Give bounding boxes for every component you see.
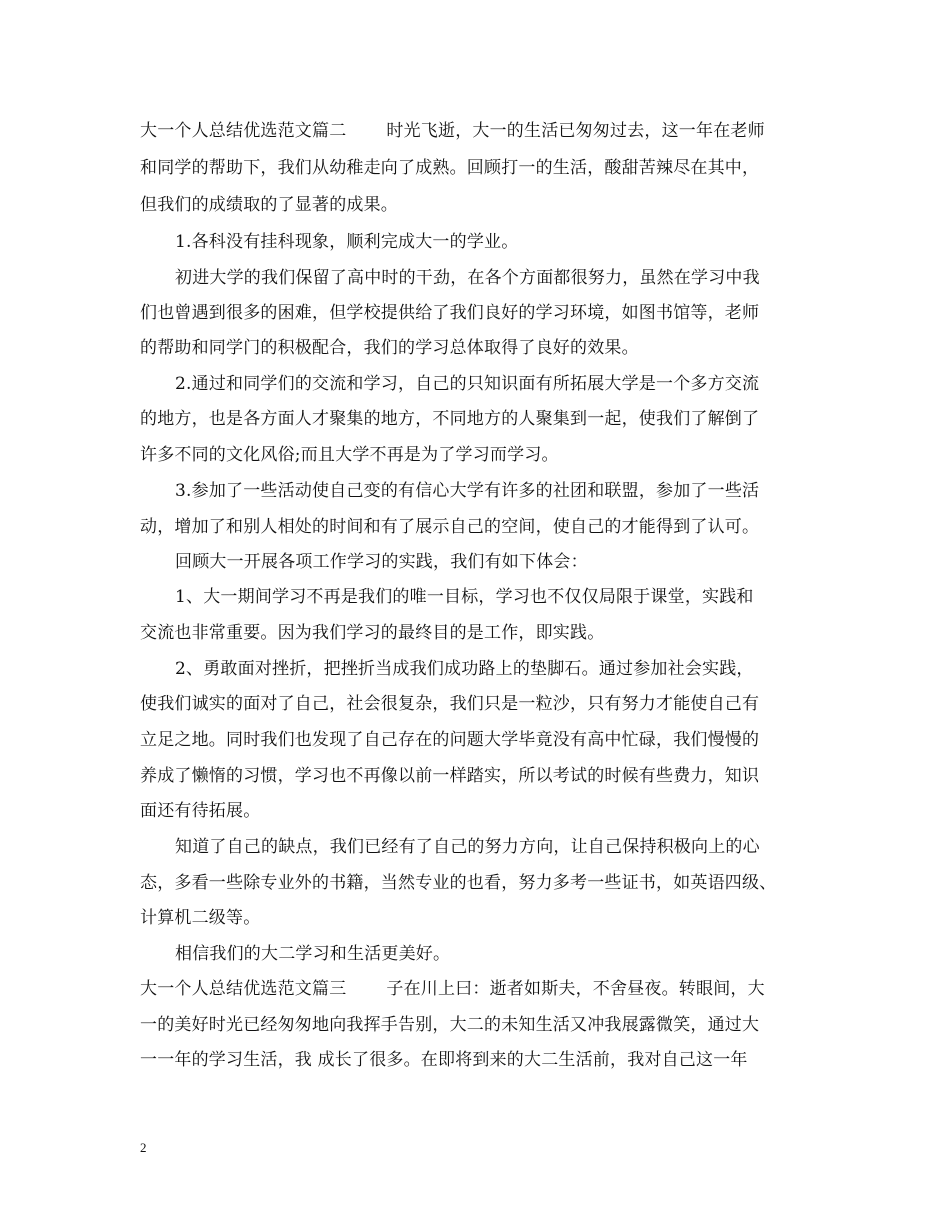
text-line: 2.通过和同学们的交流和学习，自己的只知识面有所拓展大学是一个多方交流 <box>175 374 760 394</box>
text-line: 立足之地。同时我们也发现了自己存在的问题大学毕竟没有高中忙碌，我们慢慢的 <box>140 730 760 750</box>
text-line: 大一个人总结优选范文篇三 子在川上曰：逝者如斯夫，不舍昼夜。转眼间，大 <box>140 979 765 999</box>
text-line: 知道了自己的缺点，我们已经有了自己的努力方向，让自己保持积极向上的心 <box>175 837 760 857</box>
text-line: 养成了懒惰的习惯，学习也不再像以前一样踏实，所以考试的时候有些费力，知识 <box>140 766 760 786</box>
text-line: 1、大一期间学习不再是我们的唯一目标，学习也不仅仅局限于课堂，实践和 <box>175 587 754 607</box>
text-line: 1.各科没有挂科现象，顺利完成大一的学业。 <box>175 232 519 252</box>
text-line: 使我们诚实的面对了自己，社会很复杂，我们只是一粒沙，只有努力才能使自己有 <box>140 694 760 714</box>
text-line: 回顾大一开展各项工作学习的实践，我们有如下体会： <box>175 552 588 572</box>
text-line: 态，多看一些除专业外的书籍，当然专业的也看，努力多考一些证书，如英语四级、 <box>140 873 777 893</box>
text-line: 3.参加了一些活动使自己变的有信心大学有许多的社团和联盟，参加了一些活 <box>175 481 760 501</box>
text-line: 但我们的成绩取的了显著的成果。 <box>140 195 398 215</box>
text-line: 一一年的学习生活，我 成长了很多。在即将到来的大二生活前，我对自己这一年 <box>140 1050 748 1070</box>
text-line: 面还有待拓展。 <box>140 801 261 821</box>
text-line: 2、勇敢面对挫折，把挫折当成我们成功路上的垫脚石。通过参加社会实践， <box>175 659 754 679</box>
text-line: 的地方，也是各方面人才聚集的地方，不同地方的人聚集到一起，使我们了解倒了 <box>140 409 760 429</box>
page-number: 2 <box>140 1140 147 1155</box>
text-line: 一的美好时光已经匆匆地向我挥手告别，大二的未知生活又冲我展露微笑，通过大 <box>140 1015 760 1035</box>
text-line: 大一个人总结优选范文篇二 时光飞逝，大一的生活已匆匆过去，这一年在老师 <box>140 121 765 141</box>
text-line: 初进大学的我们保留了高中时的干劲，在各个方面都很努力，虽然在学习中我 <box>175 268 760 288</box>
text-line: 相信我们的大二学习和生活更美好。 <box>175 944 451 964</box>
text-line: 们也曾遇到很多的困难，但学校提供给了我们良好的学习环境，如图书馆等，老师 <box>140 303 760 323</box>
text-line: 的帮助和同学门的积极配合，我们的学习总体取得了良好的效果。 <box>140 338 639 358</box>
text-line: 动，增加了和别人相处的时间和有了展示自己的空间，使自己的才能得到了认可。 <box>140 517 760 537</box>
text-line: 许多不同的文化风俗;而且大学不再是为了学习而学习。 <box>140 445 559 465</box>
text-line: 计算机二级等。 <box>140 908 261 928</box>
text-line: 和同学的帮助下，我们从幼稚走向了成熟。回顾打一的生活，酸甜苦辣尽在其中， <box>140 158 760 178</box>
text-line: 交流也非常重要。因为我们学习的最终目的是工作，即实践。 <box>140 623 605 643</box>
